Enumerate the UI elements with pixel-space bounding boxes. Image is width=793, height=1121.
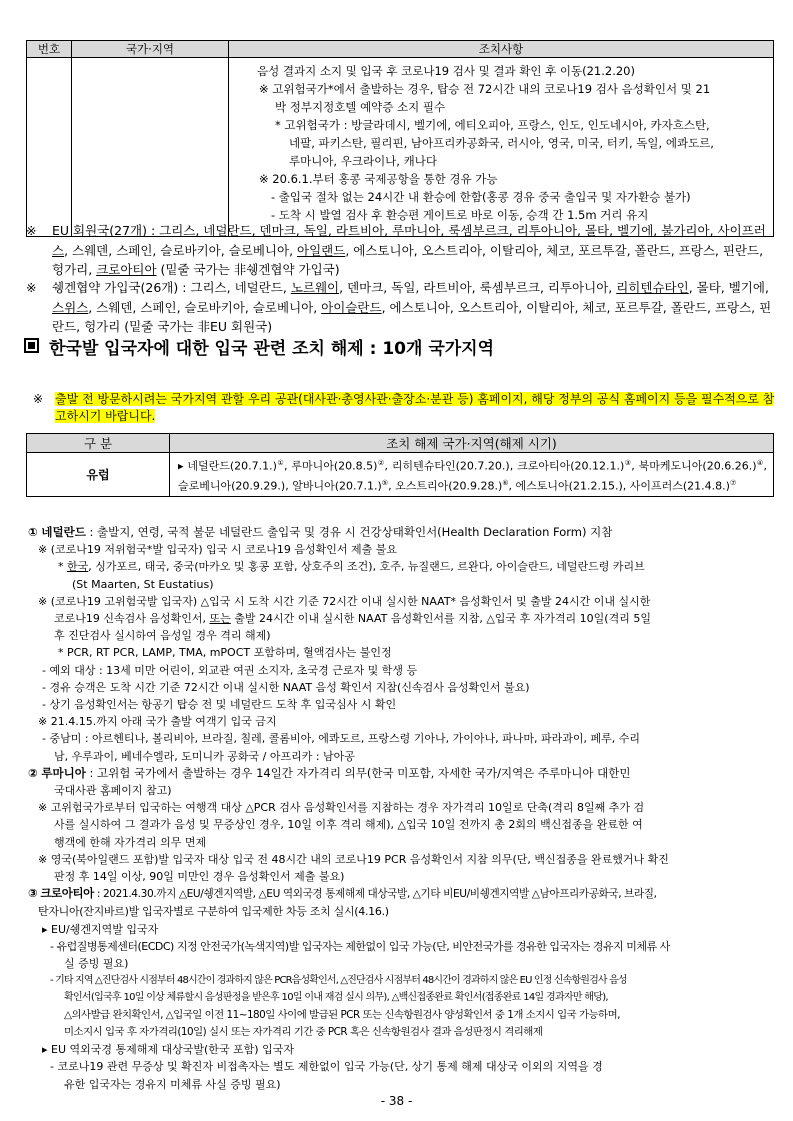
item-text: : 고위험 국가에서 출발하는 경우 14일간 자가격리 의무(한국 미포함, 자세한 국가/지역은 주루마니아 대한민 <box>85 765 631 780</box>
detail-line: - 중남미 : 아르헨티나, 볼리비아, 브라질, 칠레, 콜롬비아, 에콰도르, 프랑스령 기아나, 가이아나, 파나마, 파라과이, 페루, 수리 <box>42 732 641 746</box>
region-europe: 유럽 <box>27 453 170 497</box>
lifted-country: 슬로베니아(20.9.29.) <box>178 479 286 493</box>
detail-line: * PCR, RT PCR, LAMP, TMA, mPOCT 포함하며, 혈액검사는 불인정 <box>58 646 392 660</box>
measure-line: 루마니아, 우크라이나, 캐나다 <box>289 154 437 168</box>
item-number: ③ <box>28 886 38 901</box>
lifted-country: 북마케도니아(20.6.26.) <box>638 459 757 473</box>
lifted-country: 리히텐슈타인(20.7.20.) <box>391 459 510 473</box>
footnote-marker: ② <box>377 459 385 467</box>
category-header: 구 분 <box>27 434 170 453</box>
netherlands-section <box>28 524 778 1093</box>
note-mark: ※ <box>26 280 37 295</box>
detail-line: 탄자니아(잔지바르)발 입국자별로 구분하여 입국제한 차등 조치 실시(4.16.) <box>38 905 389 919</box>
measure-line: 음성 결과지 소지 및 입국 후 코로나19 검사 및 결과 확인 후 이동(21.2.20) <box>257 64 635 78</box>
detail-line: 행객에 한해 자가격리 의무 면제 <box>54 835 207 849</box>
detail-line: ▸ EU/쉥겐지역발 입국자 <box>42 922 159 936</box>
measure-line: * 고위험국가 : 방글라데시, 벨기에, 에티오피아, 프랑스, 인도, 인도네시아, 카자흐스탄, <box>275 118 710 132</box>
number-cell <box>27 58 72 237</box>
section-title-text: 한국발 입국자에 대한 입국 관련 조치 해제 : 10개 국가지역 <box>49 339 495 359</box>
col-number-header: 번호 <box>27 41 72 58</box>
detail-line: ※ 영국(북아일랜드 포함)발 입국자 대상 입국 전 48시간 내의 코로나19 PCR 음성확인서 지참 의무(단, 백신접종을 완료했거나 확진 <box>38 852 669 866</box>
col-country-header: 국가·지역 <box>72 41 229 58</box>
detail-line: △의사발급 완치확인서, △입국일 이전 11~180일 사이에 발급된 PCR 또는 신속항원검사 양성확인서 중 1개 소지시 입국 가능하며, <box>64 1008 620 1021</box>
detail-line: 국대사관 홈페이지 참고) <box>54 784 172 798</box>
measure-line: 박 정부지정호텔 예약증 소지 필수 <box>275 100 446 114</box>
bullet-icon: ▸ <box>178 459 188 473</box>
col-measures-header: 조치사항 <box>229 41 774 58</box>
footnote-marker: ① <box>276 459 284 467</box>
lifted-country: 사이프러스(21.4.8.) <box>629 479 730 493</box>
square-bullet-icon <box>24 338 39 353</box>
measure-line: 네팔, 파키스탄, 필리핀, 남아프리카공화국, 러시아, 영국, 미국, 터키, 독일, 에콰도르, <box>289 136 714 150</box>
advice-text: 출발 전 방문하시려는 국가지역 관할 우리 공관(대사관·총영사관·출장소·분관 등) 홈페이지, 해당 정부의 공식 홈페이지 등을 필수적으로 참고하시기 바랍니다. <box>55 392 775 423</box>
detail-line: ※ (코로나19 고위험국발 입국자) △입국 시 도착 시간 기준 72시간 이내 실시한 NAAT* 음성확인서 및 출발 24시간 이내 실시한 <box>38 594 651 608</box>
detail-line: - 상기 음성확인서는 항공기 탑승 전 및 네덜란드 도착 후 입국심사 시 확인 <box>42 698 397 712</box>
schengen-members-note <box>26 278 776 337</box>
detail-line: - 기타 지역 △진단검사 시점부터 48시간이 경과하지 않은 PCR음성확인서, △진단검사 시점부터 48시간이 경과하지 않은 EU 인정 신속항원검사 음성 <box>50 975 627 987</box>
measure-line: - 출입국 절차 없는 24시간 내 환승에 한함(홍콩 경유 중국 출입국 및 자가환승 불가) <box>271 190 691 204</box>
detail-line: 실 증빙 필요) <box>64 957 129 971</box>
lifted-country: 네덜란드(20.7.1.) <box>187 459 277 473</box>
detail-line: 남, 우루과이, 베네수엘라, 도미니카 공화국 / 아프리카 : 남아공 <box>54 749 355 763</box>
detail-line: 유한 입국자는 경유지 미체류 사실 증빙 필요) <box>64 1077 281 1091</box>
measure-line: - 도착 시 발열 검사 후 환승편 게이트로 바로 이동, 승객 간 1.5m 거리 유지 <box>271 208 649 222</box>
advice-note <box>33 391 778 425</box>
country-cell <box>72 58 229 237</box>
detail-line: 코로나19 신속검사 음성확인서, 또는 출발 24시간 이내 실시한 NAAT 음성확인서를 지참, △입국 후 자가격리 10일(격리 5일 <box>54 612 651 626</box>
measures-cell <box>229 58 774 237</box>
detail-line: - 예외 대상 : 13세 미만 어린이, 외교관 여권 소지자, 초국경 근로자 및 학생 등 <box>42 663 418 677</box>
footnote-marker: ⑤ <box>381 478 389 487</box>
measure-line: ※ 고위험국가*에서 출발하는 경우, 탑승 전 72시간 내의 코로나19 검사 음성확인서 및 21 <box>259 82 711 96</box>
item-text: : 출발지, 연령, 국적 불문 네덜란드 출입국 및 경유 시 건강상태확인서(Health Declaration Form) 지참 <box>85 525 613 539</box>
detail-line: 후 진단검사 실시하여 음성일 경우 격리 해제) <box>54 629 271 643</box>
note-mark: ※ <box>26 223 37 238</box>
detail-line: * 한국, 싱가포르, 태국, 중국(마카오 및 홍콩 포함, 상호주의 조건), 호주, 뉴질랜드, 르완다, 아이슬란드, 네덜란드령 카리브 <box>58 560 645 574</box>
lifted-country: 에스토니아(21.2.15.) <box>515 479 623 493</box>
section-title <box>24 334 494 359</box>
detail-line: 사를 실시하여 그 결과가 음성 및 무증상인 경우, 10일 이후 격리 해제), △입국 10일 전까지 총 2회의 백신접종을 완료한 여 <box>54 818 643 832</box>
detail-line: - 유럽질병통제센터(ECDC) 지정 안전국가(녹색지역)발 입국자는 제한없이 입국 가능(단, 비안전국가를 경유한 입국자는 경유지 미체류 사 <box>50 939 670 953</box>
detail-line: ※ (코로나19 저위험국*발 입국자) 입국 시 코로나19 음성확인서 제출 불요 <box>38 543 398 557</box>
item-number: ② <box>28 765 38 780</box>
advice-mark: ※ <box>33 392 44 406</box>
detail-line: (St Maarten, St Eustatius) <box>72 577 214 591</box>
detail-line: 미소지시 입국 후 자가격리(10일) 실시 또는 자가격리 기간 중 PCR 혹은 신속항원검사 결과 음성판정시 격리해제 <box>64 1025 543 1038</box>
footnote-marker: ③ <box>624 459 632 467</box>
item-number: ① <box>28 525 38 539</box>
detail-line: ※ 21.4.15.까지 아래 국가 출발 여객기 입국 금지 <box>38 715 277 729</box>
lifted-countries-list: ▸ 네덜란드(20.7.1.)①, 루마니아(20.8.5)②, 리히텐슈타인(20.7.20.), 크로아티아(20.12.1.)③, 북마케도니아(20.6.26.)④, 슬로베니아(20.9.29.), 알바니아(20.7.1.)⑤, 오스트리아(20.9.28.)⑥, 에스토니아(21.2.15.), 사이프러스(21.4.8.)⑦ <box>170 453 774 497</box>
measures-table <box>26 40 774 237</box>
country-heading: 루마니아 <box>41 765 86 780</box>
footnote-marker: ⑥ <box>502 478 509 487</box>
lifted-country: 오스트리아(20.9.28.) <box>395 479 503 493</box>
eu-members-note <box>26 221 776 280</box>
detail-line: 확인서(입국후 10일 이상 체류할시 음성판정을 받은후 10일 이내 재검 실시 의무), △백신접종완료 확인서(접종완료 14일 경과자만 해당), <box>64 992 608 1004</box>
eu-members-text: EU 회원국(27개) : 그리스, 네덜란드, 덴마크, 독일, 라트비아, 루마니아, 룩셈부르크, 리투아니아, 몰타, 벨기에, 불가리아, 사이프러스, 스웨덴, 스페인, 슬로바키아, 슬로베니아, 아일랜드, 에스토니아, 오스트리아, 이탈리아, 체코, 포르투갈, 폴란드, 프랑스, 핀란드, 헝가리, 크로아티아 (밑줄 국가는 非쉥겐협약 가입국) <box>52 223 766 277</box>
measure-line: ※ 20.6.1.부터 홍콩 국제공항을 통한 경유 가능 <box>259 172 498 186</box>
schengen-members-text: 쉥겐협약 가입국(26개) : 그리스, 네덜란드, 노르웨이, 덴마크, 독일, 라트비아, 룩셈부르크, 리투아니아, 리히텐슈타인, 몰타, 벨기에, 스위스, 스웨덴, 스페인, 슬로바키아, 슬로베니아, 아이슬란드, 에스토니아, 오스트리아, 이탈리아, 체코, 포르투갈, 폴란드, 프랑스, 핀란드, 헝가리 (밑줄 국가는 非EU 회원국) <box>52 280 772 334</box>
detail-line: - 코로나19 관련 무증상 및 확진자 비접촉자는 별도 제한없이 입국 가능(단, 상기 통제 해제 대상국 이외의 지역을 경 <box>50 1060 603 1074</box>
detail-line: 판정 후 14일 이상, 90일 미만인 경우 음성확인서 제출 불요) <box>54 870 345 884</box>
lifted-country: 알바니아(20.7.1.) <box>292 479 382 493</box>
country-heading: 네덜란드 <box>41 525 86 539</box>
lifted-country: 크로아티아(20.12.1.) <box>517 459 625 473</box>
lifted-countries-table <box>26 433 774 497</box>
item-text: : 2021.4.30.까지 △EU/쉥겐지역발, △EU 역외국경 통제해제 대상국발, △기타 비EU/비쉥겐지역발 △남아프리카공화국, 브라질, <box>93 888 657 901</box>
detail-line: - 경유 승객은 도착 시간 기준 72시간 이내 실시한 NAAT 음성 확인서 지참(신속검사 음성확인서 불요) <box>42 680 530 694</box>
footnote-marker: ④ <box>756 459 764 467</box>
page-number: - 38 - <box>380 1094 413 1108</box>
footnote-marker: ⑦ <box>729 478 737 487</box>
country-heading: 크로아티아 <box>40 886 94 901</box>
detail-line: ※ 고위험국가로부터 입국하는 여행객 대상 △PCR 검사 음성확인서를 지참하는 경우 자가격리 10일로 단축(격리 8일째 추가 검 <box>38 801 645 815</box>
lifted-country: 루마니아(20.8.5) <box>291 459 378 473</box>
countries-header: 조치 해제 국가·지역(해제 시기) <box>170 434 774 453</box>
detail-line: ▸ EU 역외국경 통제해제 대상국발(한국 포함) 입국자 <box>42 1043 294 1057</box>
